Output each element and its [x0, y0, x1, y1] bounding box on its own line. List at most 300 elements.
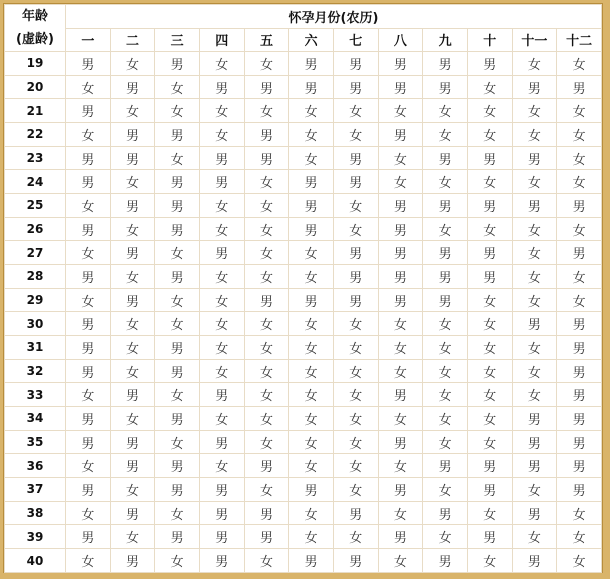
gender-cell: 女 [333, 383, 378, 407]
gender-cell: 女 [66, 75, 111, 99]
age-cell: 29 [5, 288, 66, 312]
gender-cell: 女 [333, 336, 378, 360]
gender-cell: 男 [66, 217, 111, 241]
gender-cell: 男 [289, 478, 334, 502]
month-header: 八 [378, 28, 423, 52]
table-row [5, 265, 602, 289]
gender-cell: 男 [557, 75, 602, 99]
gender-cell: 男 [66, 525, 111, 549]
gender-cell: 女 [423, 525, 468, 549]
gender-cell: 女 [199, 99, 244, 123]
table-row [5, 241, 602, 265]
gender-cell: 男 [155, 217, 200, 241]
gender-cell: 男 [557, 194, 602, 218]
gender-cell: 男 [289, 52, 334, 76]
gender-cell: 女 [512, 217, 557, 241]
gender-cell: 男 [199, 501, 244, 525]
gender-cell: 女 [66, 288, 111, 312]
month-header: 十一 [512, 28, 557, 52]
gender-cell: 女 [557, 525, 602, 549]
gender-cell: 女 [378, 407, 423, 431]
gender-cell: 女 [110, 336, 155, 360]
gender-cell: 男 [66, 312, 111, 336]
gender-cell: 女 [244, 478, 289, 502]
table-row [5, 194, 602, 218]
gender-cell: 男 [423, 75, 468, 99]
gender-cell: 女 [467, 217, 512, 241]
gender-cell: 女 [66, 501, 111, 525]
gender-cell: 女 [378, 359, 423, 383]
gender-cell: 男 [557, 478, 602, 502]
gender-cell: 男 [66, 359, 111, 383]
gender-cell: 女 [155, 288, 200, 312]
gender-cell: 女 [110, 478, 155, 502]
gender-cell: 男 [512, 430, 557, 454]
gender-cell: 男 [66, 146, 111, 170]
gender-cell: 女 [155, 146, 200, 170]
table-row [5, 478, 602, 502]
gender-cell: 男 [512, 407, 557, 431]
gender-cell: 女 [289, 146, 334, 170]
age-cell: 32 [5, 359, 66, 383]
gender-cell: 男 [467, 478, 512, 502]
gender-cell: 女 [512, 336, 557, 360]
table-row [5, 501, 602, 525]
gender-cell: 女 [289, 430, 334, 454]
gender-cell: 男 [467, 241, 512, 265]
gender-cell: 女 [333, 217, 378, 241]
gender-cell: 女 [467, 336, 512, 360]
table-row [5, 525, 602, 549]
gender-cell: 女 [423, 359, 468, 383]
gender-cell: 男 [512, 194, 557, 218]
gender-cell: 男 [155, 170, 200, 194]
gender-cell: 女 [512, 99, 557, 123]
gender-cell: 女 [244, 265, 289, 289]
gender-cell: 女 [333, 123, 378, 147]
gender-cell: 女 [467, 170, 512, 194]
gender-cell: 女 [467, 501, 512, 525]
gender-cell: 女 [289, 501, 334, 525]
gender-cell: 女 [423, 170, 468, 194]
month-header: 十 [467, 28, 512, 52]
age-cell: 22 [5, 123, 66, 147]
gender-cell: 男 [66, 170, 111, 194]
gender-cell: 男 [557, 407, 602, 431]
gender-cell: 男 [199, 549, 244, 573]
gender-cell: 男 [289, 194, 334, 218]
table-row [5, 430, 602, 454]
gender-cell: 女 [110, 99, 155, 123]
gender-cell: 女 [244, 99, 289, 123]
gender-cell: 男 [557, 383, 602, 407]
gender-cell: 女 [512, 241, 557, 265]
month-header: 四 [199, 28, 244, 52]
gender-cell: 女 [423, 430, 468, 454]
gender-cell: 女 [557, 123, 602, 147]
gender-cell: 女 [289, 265, 334, 289]
gender-cell: 女 [244, 407, 289, 431]
gender-cell: 女 [199, 52, 244, 76]
gender-cell: 男 [244, 501, 289, 525]
gender-cell: 女 [423, 407, 468, 431]
gender-cell: 女 [467, 75, 512, 99]
gender-cell: 男 [378, 123, 423, 147]
age-cell: 28 [5, 265, 66, 289]
gender-cell: 男 [378, 383, 423, 407]
gender-cell: 女 [333, 99, 378, 123]
gender-cell: 男 [155, 123, 200, 147]
gender-cell: 男 [66, 52, 111, 76]
gender-cell: 男 [244, 123, 289, 147]
gender-cell: 女 [110, 359, 155, 383]
gender-cell: 女 [333, 194, 378, 218]
gender-cell: 女 [199, 217, 244, 241]
gender-cell: 男 [423, 454, 468, 478]
age-cell: 37 [5, 478, 66, 502]
gender-cell: 女 [110, 265, 155, 289]
gender-cell: 男 [423, 501, 468, 525]
gender-cell: 女 [423, 99, 468, 123]
month-header: 五 [244, 28, 289, 52]
table-row [5, 312, 602, 336]
gender-cell: 女 [244, 217, 289, 241]
gender-cell: 男 [155, 407, 200, 431]
gender-cell: 男 [467, 146, 512, 170]
gender-cell: 女 [378, 146, 423, 170]
gender-cell: 男 [199, 525, 244, 549]
gender-prediction-table [4, 4, 602, 573]
age-cell: 30 [5, 312, 66, 336]
age-cell: 36 [5, 454, 66, 478]
age-cell: 34 [5, 407, 66, 431]
table-row [5, 75, 602, 99]
gender-cell: 男 [199, 383, 244, 407]
month-header: 六 [289, 28, 334, 52]
gender-cell: 男 [512, 312, 557, 336]
gender-cell: 男 [289, 217, 334, 241]
gender-cell: 男 [244, 146, 289, 170]
age-sub-label: (虚龄) [16, 32, 54, 47]
table-row [5, 52, 602, 76]
gender-cell: 女 [155, 501, 200, 525]
gender-cell: 女 [110, 52, 155, 76]
gender-cell: 女 [66, 123, 111, 147]
gender-cell: 男 [512, 146, 557, 170]
gender-cell: 女 [289, 123, 334, 147]
gender-cell: 男 [66, 407, 111, 431]
gender-cell: 男 [557, 430, 602, 454]
gender-cell: 男 [378, 241, 423, 265]
gender-cell: 女 [378, 501, 423, 525]
gender-cell: 女 [244, 359, 289, 383]
gender-cell: 男 [423, 549, 468, 573]
age-cell: 25 [5, 194, 66, 218]
gender-cell: 女 [557, 217, 602, 241]
gender-cell: 女 [199, 359, 244, 383]
age-cell: 38 [5, 501, 66, 525]
gender-cell: 男 [333, 549, 378, 573]
gender-cell: 男 [110, 123, 155, 147]
gender-cell: 女 [333, 454, 378, 478]
gender-cell: 男 [199, 170, 244, 194]
gender-cell: 女 [467, 430, 512, 454]
gender-cell: 女 [66, 194, 111, 218]
gender-cell: 男 [155, 265, 200, 289]
gender-cell: 女 [289, 407, 334, 431]
gender-cell: 男 [155, 359, 200, 383]
gender-cell: 男 [333, 501, 378, 525]
table-body [5, 52, 602, 573]
gender-cell: 女 [66, 454, 111, 478]
month-header: 三 [155, 28, 200, 52]
age-cell: 35 [5, 430, 66, 454]
gender-cell: 男 [557, 336, 602, 360]
gender-cell: 女 [244, 430, 289, 454]
gender-cell: 男 [289, 288, 334, 312]
gender-cell: 女 [467, 99, 512, 123]
age-cell: 23 [5, 146, 66, 170]
table-row [5, 170, 602, 194]
gender-cell: 女 [467, 288, 512, 312]
age-cell: 20 [5, 75, 66, 99]
gender-cell: 女 [557, 549, 602, 573]
gender-cell: 男 [423, 194, 468, 218]
gender-cell: 男 [199, 146, 244, 170]
gender-cell: 男 [423, 241, 468, 265]
gender-cell: 男 [378, 525, 423, 549]
gender-cell: 女 [557, 501, 602, 525]
gender-cell: 女 [289, 241, 334, 265]
gender-cell: 男 [199, 75, 244, 99]
gender-cell: 男 [423, 288, 468, 312]
header-title-row [5, 5, 602, 29]
gender-cell: 女 [423, 478, 468, 502]
gender-cell: 女 [557, 146, 602, 170]
gender-cell: 女 [378, 549, 423, 573]
gender-cell: 男 [199, 478, 244, 502]
gender-cell: 男 [199, 430, 244, 454]
gender-cell: 女 [467, 383, 512, 407]
gender-cell: 男 [110, 501, 155, 525]
gender-cell: 男 [244, 288, 289, 312]
gender-cell: 男 [66, 478, 111, 502]
age-column-header [5, 5, 66, 52]
table-row [5, 407, 602, 431]
gender-cell: 女 [289, 312, 334, 336]
gender-cell: 男 [467, 525, 512, 549]
gender-cell: 女 [66, 549, 111, 573]
age-cell: 31 [5, 336, 66, 360]
gender-cell: 男 [110, 549, 155, 573]
gender-cell: 女 [333, 478, 378, 502]
gender-cell: 女 [289, 383, 334, 407]
month-header: 七 [333, 28, 378, 52]
gender-cell: 男 [467, 265, 512, 289]
gender-cell: 男 [110, 288, 155, 312]
gender-cell: 女 [378, 312, 423, 336]
gender-cell: 女 [289, 525, 334, 549]
gender-cell: 男 [467, 52, 512, 76]
gender-cell: 女 [155, 99, 200, 123]
gender-cell: 女 [512, 359, 557, 383]
gender-cell: 男 [378, 265, 423, 289]
gender-cell: 女 [423, 336, 468, 360]
gender-cell: 男 [110, 383, 155, 407]
gender-cell: 女 [110, 312, 155, 336]
gender-cell: 女 [378, 336, 423, 360]
age-cell: 39 [5, 525, 66, 549]
age-cell: 21 [5, 99, 66, 123]
gender-cell: 男 [512, 549, 557, 573]
gender-chart-frame [3, 3, 603, 573]
gender-cell: 男 [333, 146, 378, 170]
gender-cell: 女 [289, 336, 334, 360]
gender-cell: 女 [557, 265, 602, 289]
gender-cell: 女 [512, 383, 557, 407]
gender-cell: 女 [423, 383, 468, 407]
gender-cell: 男 [66, 336, 111, 360]
gender-cell: 男 [110, 75, 155, 99]
gender-cell: 男 [110, 194, 155, 218]
gender-cell: 女 [199, 312, 244, 336]
gender-cell: 女 [333, 525, 378, 549]
gender-cell: 女 [423, 217, 468, 241]
gender-cell: 男 [467, 454, 512, 478]
gender-cell: 男 [378, 430, 423, 454]
gender-cell: 女 [244, 549, 289, 573]
gender-cell: 女 [378, 170, 423, 194]
age-label: 年龄 [21, 9, 48, 24]
gender-cell: 男 [423, 265, 468, 289]
table-row [5, 217, 602, 241]
gender-cell: 女 [155, 75, 200, 99]
gender-cell: 男 [333, 52, 378, 76]
gender-cell: 女 [155, 383, 200, 407]
gender-cell: 女 [199, 407, 244, 431]
gender-cell: 男 [155, 336, 200, 360]
gender-cell: 女 [199, 336, 244, 360]
gender-cell: 男 [378, 194, 423, 218]
gender-cell: 男 [110, 241, 155, 265]
gender-cell: 男 [557, 359, 602, 383]
gender-cell: 女 [557, 99, 602, 123]
month-header: 一 [66, 28, 111, 52]
gender-cell: 女 [557, 170, 602, 194]
gender-cell: 男 [333, 241, 378, 265]
gender-cell: 女 [244, 312, 289, 336]
gender-cell: 女 [66, 383, 111, 407]
gender-cell: 女 [467, 549, 512, 573]
table-row [5, 454, 602, 478]
gender-cell: 女 [512, 170, 557, 194]
gender-cell: 男 [155, 52, 200, 76]
gender-cell: 女 [199, 123, 244, 147]
gender-cell: 女 [333, 359, 378, 383]
gender-cell: 男 [467, 194, 512, 218]
gender-cell: 男 [512, 75, 557, 99]
gender-cell: 男 [557, 454, 602, 478]
gender-cell: 男 [244, 75, 289, 99]
gender-cell: 女 [557, 52, 602, 76]
gender-cell: 女 [110, 407, 155, 431]
gender-cell: 男 [378, 52, 423, 76]
gender-cell: 女 [244, 241, 289, 265]
table-row [5, 288, 602, 312]
gender-cell: 男 [557, 312, 602, 336]
gender-cell: 女 [512, 525, 557, 549]
gender-cell: 女 [467, 359, 512, 383]
gender-cell: 男 [512, 454, 557, 478]
gender-cell: 女 [333, 430, 378, 454]
gender-cell: 男 [155, 525, 200, 549]
gender-cell: 男 [378, 217, 423, 241]
gender-cell: 女 [512, 52, 557, 76]
month-header: 二 [110, 28, 155, 52]
gender-cell: 男 [378, 288, 423, 312]
gender-cell: 男 [110, 430, 155, 454]
month-header-row [5, 28, 602, 52]
gender-cell: 女 [289, 99, 334, 123]
gender-cell: 男 [66, 430, 111, 454]
age-cell: 26 [5, 217, 66, 241]
month-header: 十二 [557, 28, 602, 52]
gender-cell: 女 [155, 430, 200, 454]
table-row [5, 146, 602, 170]
gender-cell: 男 [110, 146, 155, 170]
age-cell: 19 [5, 52, 66, 76]
gender-cell: 女 [110, 525, 155, 549]
gender-cell: 男 [423, 52, 468, 76]
age-cell: 27 [5, 241, 66, 265]
gender-cell: 女 [244, 383, 289, 407]
gender-cell: 女 [244, 194, 289, 218]
gender-cell: 女 [333, 407, 378, 431]
month-header: 九 [423, 28, 468, 52]
gender-cell: 女 [378, 454, 423, 478]
gender-cell: 男 [512, 501, 557, 525]
gender-cell: 女 [467, 123, 512, 147]
gender-cell: 男 [333, 265, 378, 289]
gender-cell: 女 [512, 265, 557, 289]
gender-cell: 女 [423, 312, 468, 336]
table-title: 怀孕月份(农历) [66, 5, 602, 29]
gender-cell: 女 [423, 123, 468, 147]
table-row [5, 549, 602, 573]
gender-cell: 女 [557, 288, 602, 312]
gender-cell: 男 [110, 454, 155, 478]
gender-cell: 男 [155, 194, 200, 218]
age-cell: 33 [5, 383, 66, 407]
gender-cell: 男 [289, 170, 334, 194]
gender-cell: 男 [244, 525, 289, 549]
gender-cell: 男 [155, 478, 200, 502]
gender-cell: 男 [244, 454, 289, 478]
gender-cell: 男 [289, 549, 334, 573]
age-cell: 40 [5, 549, 66, 573]
table-row [5, 99, 602, 123]
gender-cell: 女 [467, 407, 512, 431]
gender-cell: 男 [66, 99, 111, 123]
gender-cell: 男 [557, 241, 602, 265]
gender-cell: 女 [110, 217, 155, 241]
gender-cell: 女 [155, 312, 200, 336]
gender-cell: 女 [244, 336, 289, 360]
gender-cell: 女 [199, 194, 244, 218]
gender-cell: 男 [155, 454, 200, 478]
gender-cell: 女 [155, 549, 200, 573]
gender-cell: 女 [244, 52, 289, 76]
